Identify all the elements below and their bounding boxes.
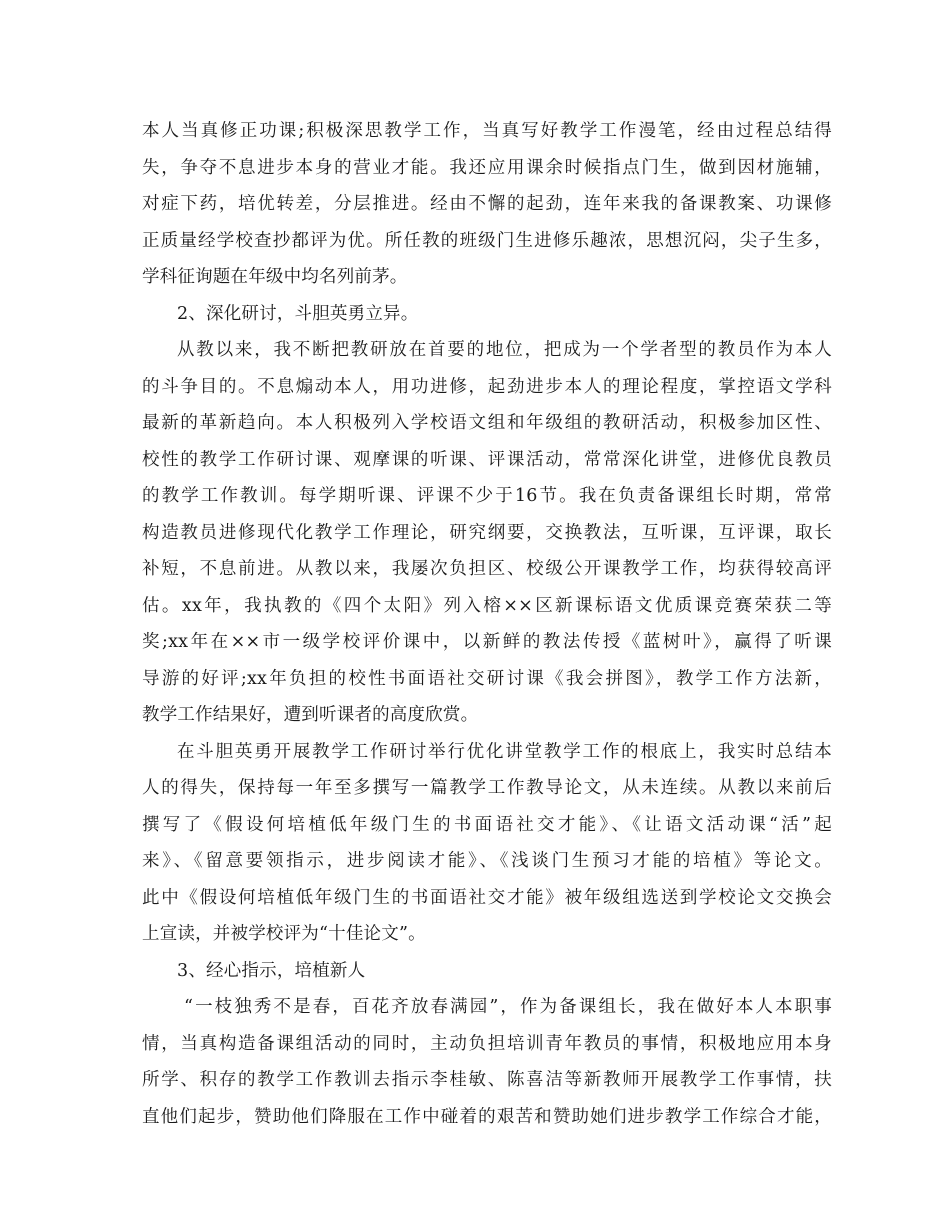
text-line: “一枝独秀不是春，百花齐放春满园”，作为备课组长，我在做好本人本职事 xyxy=(184,997,832,1017)
text-line: 正质量经学校查抄都评为优。所任教的班级门生进修乐趣浓，思想沉闷，尖子生多， xyxy=(142,230,832,251)
text-line: 本人当真修正功课;积极深思教学工作，当真写好教学工作漫笔，经由过程总结得 xyxy=(142,121,832,141)
text-line: 对症下药，培优转差，分层推进。经由不懈的起劲，连年来我的备课教案、功课修 xyxy=(142,194,832,214)
text-line: 上宣读，并被学校评为“十佳论文”。 xyxy=(142,924,426,944)
text-line: 的斗争目的。不息煽动本人，用功进修，起劲进步本人的理论程度，掌控语文学科 xyxy=(142,376,832,397)
text-line: 最新的革新趋向。本人积极列入学校语文组和年级组的教研活动，积极参加区性、 xyxy=(142,413,832,433)
text-line: 教学工作结果好，遭到听课者的高度欣赏。 xyxy=(142,705,479,725)
text-line: 导游的好评;xx年负担的校性书面语社交研讨课《我会拼图》，教学工作方法新， xyxy=(142,668,832,689)
text-line: 来》、《留意要领指示，进步阅读才能》、《浅谈门生预习才能的培植》等论文。 xyxy=(142,851,832,871)
text-line: 此中《假设何培植低年级门生的书面语社交才能》被年级组选送到学校论文交换会 xyxy=(142,887,832,908)
text-line: 补短，不息前进。从教以来，我屡次负担区、校级公开课教学工作，均获得较高评 xyxy=(142,559,832,579)
text-line: 校性的教学工作研讨课、观摩课的听课、评课活动，常常深化讲堂，进修优良教员 xyxy=(142,449,832,470)
text-line: 情，当真构造备课组活动的同时，主动负担培训青年教员的事情，积极地应用本身 xyxy=(142,1033,832,1054)
text-line: 直他们起步，赞助他们降服在工作中碰着的艰苦和赞助她们进步教学工作综合才能， xyxy=(142,1106,832,1127)
text-line: 所学、积存的教学工作教训去指示李桂敏、陈喜洁等新教师开展教学工作事情，扶 xyxy=(142,1070,832,1090)
text-line: 失，争夺不息进步本身的营业才能。我还应用课余时候指点门生，做到因材施辅， xyxy=(142,157,832,178)
section-heading: 3、经心指示，培植新人 xyxy=(177,960,366,981)
text-line: 人的得失，保持每一年至多撰写一篇教学工作教导论文，从未连续。从教以来前后 xyxy=(142,778,832,798)
text-line: 的教学工作教训。每学期听课、评课不少于16节。我在负责备课组长时期，常常 xyxy=(142,486,832,506)
text-line: 学科征询题在年级中均名列前茅。 xyxy=(142,267,408,287)
text-line: 估。xx年，我执教的《四个太阳》列入榕××区新课标语文优质课竞赛荣获二等 xyxy=(142,595,832,616)
document-body xyxy=(142,113,832,1135)
section-heading: 2、深化研讨，斗胆英勇立异。 xyxy=(177,303,419,324)
text-line: 奖;xx年在××市一级学校评价课中，以新鲜的教法传授《蓝树叶》，赢得了听课 xyxy=(142,632,832,652)
text-line: 构造教员进修现代化教学工作理论，研究纲要，交换教法，互听课，互评课，取长 xyxy=(142,522,832,543)
text-line: 在斗胆英勇开展教学工作研讨举行优化讲堂教学工作的根底上，我实时总结本 xyxy=(177,741,832,762)
text-line: 撰写了《假设何培植低年级门生的书面语社交才能》、《让语文活动课“活”起 xyxy=(142,814,832,835)
text-line: 从教以来，我不断把教研放在首要的地位，把成为一个学者型的教员作为本人 xyxy=(177,340,832,360)
